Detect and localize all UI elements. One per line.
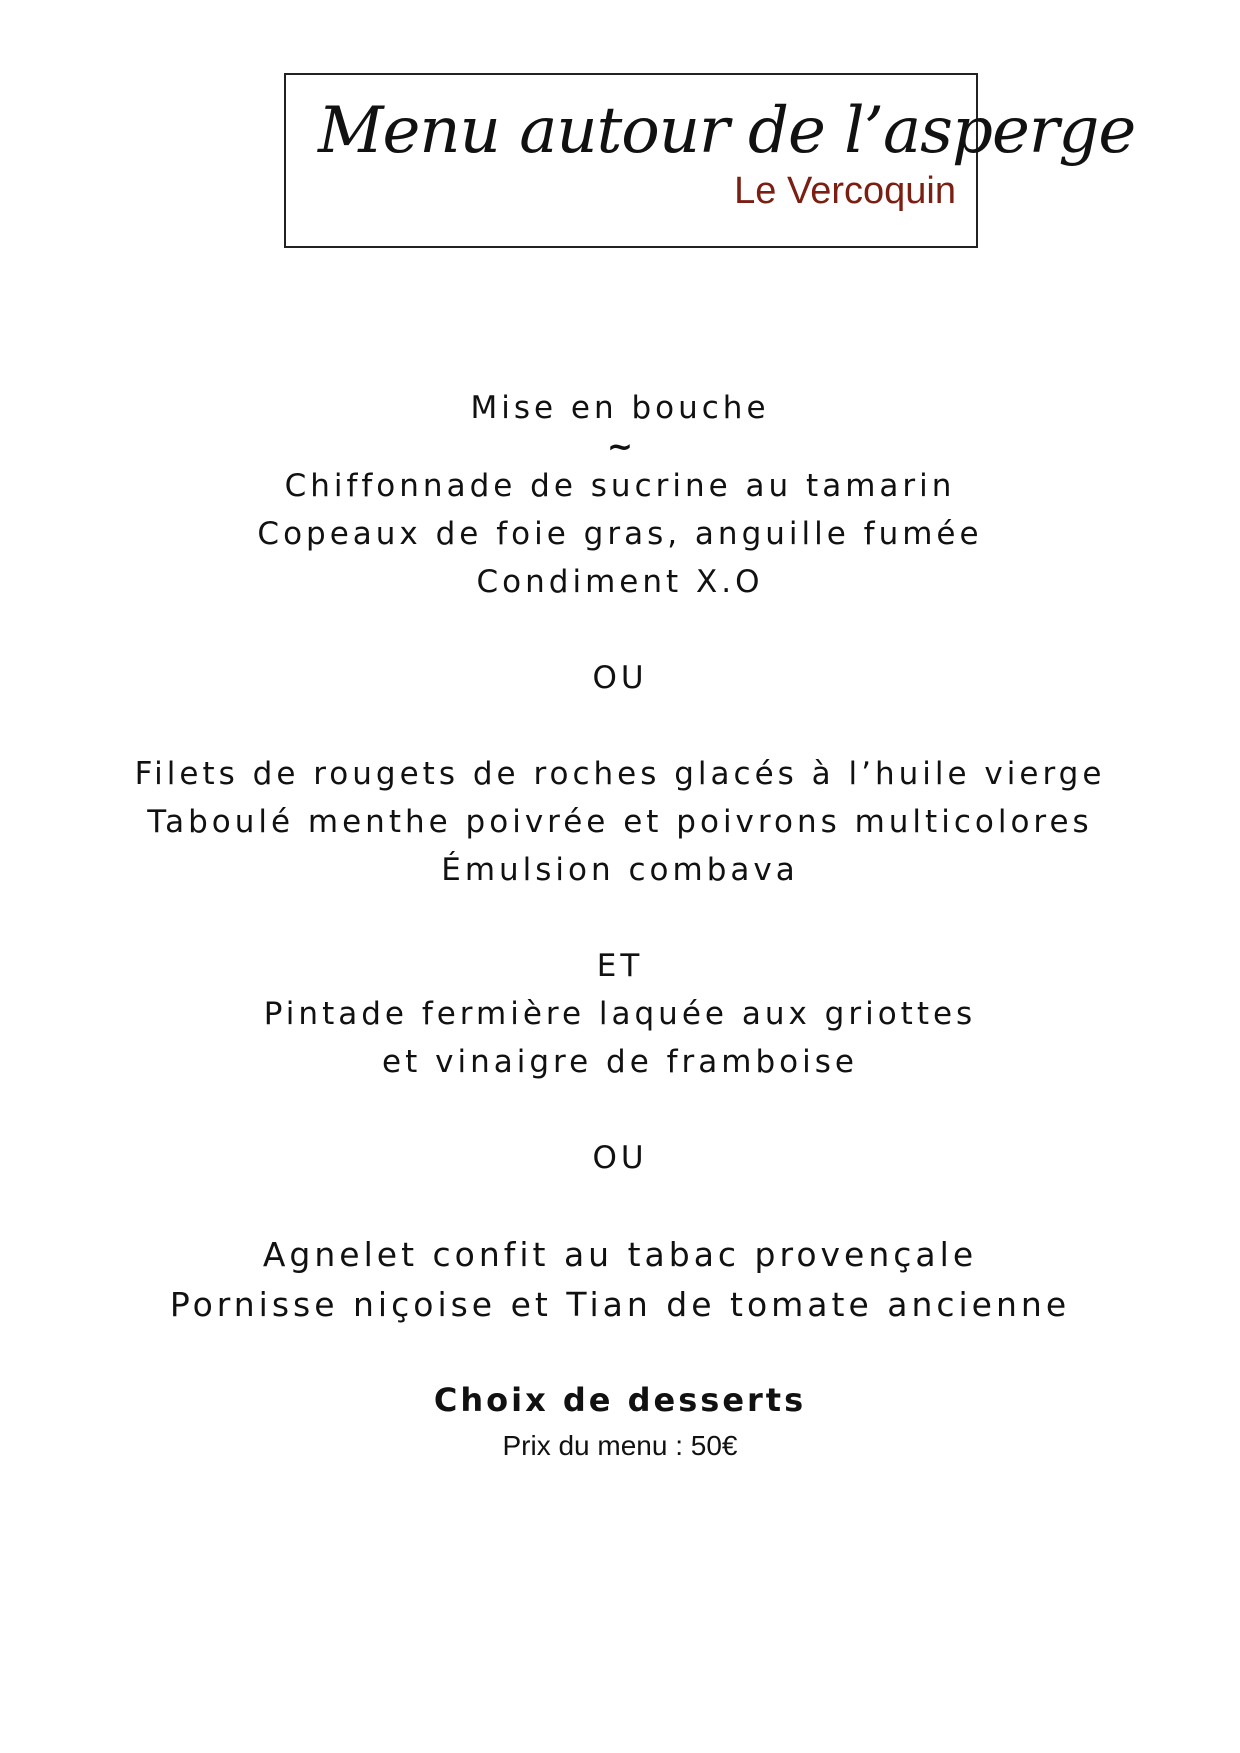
separator-tilde: ~ xyxy=(607,429,633,465)
menu-courses xyxy=(0,384,1240,1330)
title-box xyxy=(284,73,1136,248)
starter2-line1: Filets de rougets de roches glacés à l’huile vierge xyxy=(134,756,1106,792)
spacer xyxy=(0,1086,1240,1134)
restaurant-name: Le Vercoquin xyxy=(734,170,956,212)
spacer xyxy=(0,894,1240,942)
main1-line2: et vinaigre de framboise xyxy=(382,1044,858,1080)
spacer xyxy=(0,606,1240,654)
desserts-heading: Choix de desserts xyxy=(433,1381,807,1419)
main1-line1: Pintade fermière laquée aux griottes xyxy=(263,996,977,1032)
spacer xyxy=(0,702,1240,750)
main2-line2: Pornisse niçoise et Tian de tomate ancienne xyxy=(169,1285,1071,1324)
amuse-bouche: Mise en bouche xyxy=(470,390,770,426)
menu-title: Menu autour de l’asperge xyxy=(318,94,1136,168)
starter1-line1: Chiffonnade de sucrine au tamarin xyxy=(284,468,956,504)
starter1-line2: Copeaux de foie gras, anguille fumée xyxy=(257,516,983,552)
and-separator: ET xyxy=(596,948,644,984)
menu-price: Prix du menu : 50€ xyxy=(502,1430,738,1461)
main2-line1: Agnelet confit au tabac provençale xyxy=(262,1235,978,1274)
or-separator-2: OU xyxy=(592,1140,648,1176)
starter1-line3: Condiment X.O xyxy=(476,564,764,600)
starter2-line3: Émulsion combava xyxy=(441,852,799,888)
starter2-line2: Taboulé menthe poivrée et poivrons multicolores xyxy=(147,804,1093,840)
or-separator-1: OU xyxy=(592,660,648,696)
spacer xyxy=(0,1182,1240,1230)
